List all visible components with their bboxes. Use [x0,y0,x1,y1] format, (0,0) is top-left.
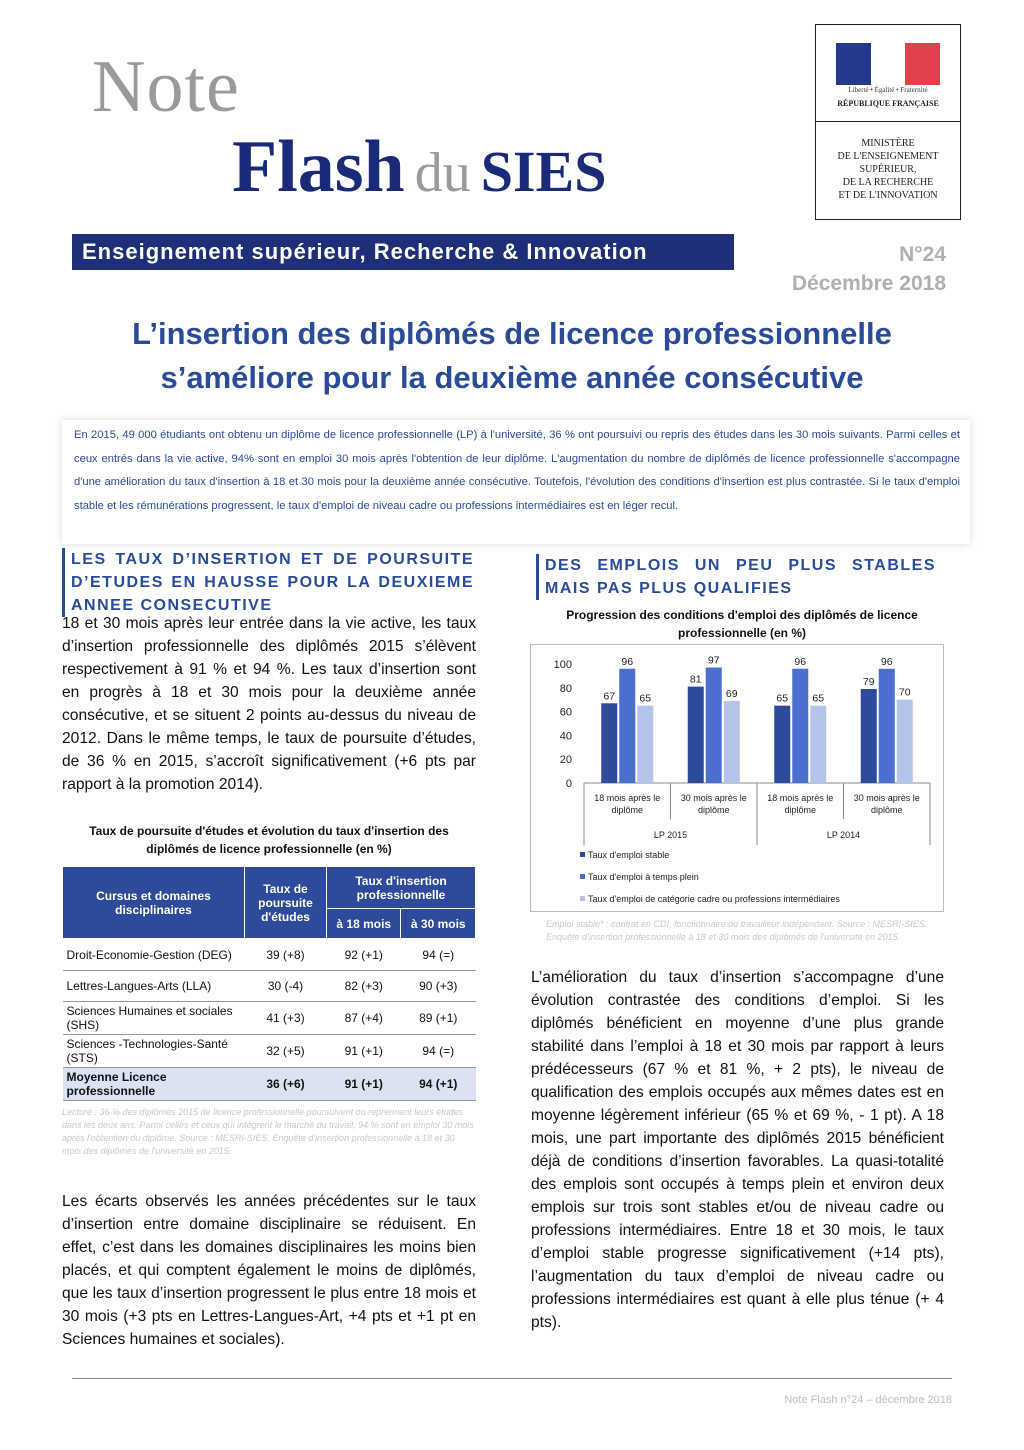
cell-18: 91 (+1) [327,1035,401,1068]
cell-poursuite: 39 (+8) [245,939,327,971]
cell-30: 94 (=) [401,1035,476,1068]
chart-bar [774,706,790,783]
table-row-average [63,1068,476,1101]
x-tick-label: 30 mois après le [853,793,920,803]
bar-value-label: 69 [725,687,738,700]
publication-title [232,126,607,208]
footer: Note Flash n°24 – décembre 2018 [784,1394,952,1406]
title-line-2: s’améliore pour la deuxième année consécutive [160,360,864,395]
french-flag-icon [836,43,940,85]
chart-bar [861,689,877,783]
bar-value-label: 97 [707,654,720,667]
bar-value-label: 79 [862,675,875,688]
legend-label: Taux d'emploi à temps plein [588,872,699,882]
cell-domain: Droit-Economie-Gestion (DEG) [63,939,245,971]
col-header-18: à 18 mois [327,909,401,939]
footer-rule [72,1378,952,1379]
x-tick-label: 18 mois après le [767,793,834,803]
cell-poursuite: 30 (-4) [245,971,327,1002]
cell-30: 94 (=) [401,939,476,971]
chart-bar [637,706,653,783]
republic-motto: Liberté • Égalité • Fraternité [848,86,928,94]
col-header-poursuite: Taux de poursuite d'études [245,867,327,939]
du-word: du [414,142,471,204]
x-tick-label: 18 mois après le [594,793,661,803]
ministry-line: DE L'ENSEIGNEMENT [837,151,939,162]
ministry-logo [815,24,961,220]
group-label: LP 2014 [826,830,861,840]
cell-domain: Lettres-Langues-Arts (LLA) [63,971,245,1002]
ministry-line: MINISTÈRE [861,138,915,149]
left-paragraph-1: 18 et 30 mois après leur entrée dans la vie active, les taux d’insertion professionnelle des diplômés 2015 s’élèvent respectivement à 91 % et 94 %. Les taux d’insertion sont en progrès à 18 et 30 mois pour la deuxième année consécutive, et se situent 2 points au-dessus du niveau de 2012. Dans le même temps, le taux de poursuite d’études, de 36 % en 2015, s’accroît significativement (+6 pts par rapport à la promotion 2014). [62,615,476,793]
chart-title: Progression des conditions d'emploi des diplômés de licence professionnelle (en %) [566,608,918,640]
bar-value-label: 65 [639,692,652,705]
bar-value-label: 70 [898,686,911,699]
y-tick-label: 100 [553,659,572,671]
cell-18: 92 (+1) [327,939,401,971]
col-header-30: à 30 mois [401,909,476,939]
ministry-line: ET DE L'INNOVATION [838,190,938,201]
section-banner: Enseignement supérieur, Recherche & Innovation [72,234,734,270]
x-tick-label: diplôme [611,805,644,815]
flash-word: Flash [232,126,405,208]
chart-bar [619,669,635,783]
legend-label: Taux d'emploi de catégorie cadre ou professions intermédiaires [588,894,840,904]
table-note: Lecture : 36 % des diplômés 2015 de licence professionnelle poursuivent ou reprennent leurs études dans les deux ans. Parmi celles et ceux qui intègrent le marché du travail, 94 % sont en emploi 30 mois après l'obtention du diplôme. Source : MESRI-SIES. Enquête d'insertion professionnelle à 18 et 30 mois des diplômés de l'université en 2015. [62,1107,474,1156]
y-tick-label: 0 [565,778,572,790]
table-row [63,971,476,1002]
left-paragraph-2: Les écarts observés les années précédentes sur le taux d’insertion entre domaine disciplinaire se réduisent. En effet, c’est dans les domaines disciplinaires les moins bien placés, et qui comptent également le moins de diplômés, que les taux d’insertion progressent le plus entre 18 mois et 30 mois (+3 pts en Lettres-Langues-Art, +4 pts et +1 pt en Sciences humaines et sociales). [62,1193,476,1348]
republic-flag-box [816,25,960,122]
col-header-insertion: Taux d'insertion professionnelle [327,867,476,909]
issue-info [792,240,946,298]
article-title [60,312,964,400]
cell-domain: Sciences Humaines et sociales (SHS) [63,1002,245,1035]
issue-number: N°24 [899,243,946,266]
x-tick-label: diplôme [870,805,903,815]
chart-bar [879,669,895,783]
cell-30: 90 (+3) [401,971,476,1002]
issue-date: Décembre 2018 [791,272,946,295]
y-tick-label: 20 [559,754,572,767]
cell-30: 89 (+1) [401,1002,476,1035]
table-row [63,1035,476,1068]
legend-swatch [580,852,585,857]
legend-label: Taux d'emploi stable [588,850,670,860]
cell-18: 91 (+1) [327,1068,401,1101]
group-label: LP 2015 [653,830,688,840]
table-row [63,1002,476,1035]
cell-18: 87 (+4) [327,1002,401,1035]
cell-domain: Sciences -Technologies-Santé (STS) [63,1035,245,1068]
right-paragraph: L’amélioration du taux d’insertion s’accompagne d’une évolution contrastée des conditions d’emploi. Si les diplômés bénéficient en moyenne d’une plus grande stabilité dans l’emploi à 18 et 30 mois par rapport à leurs prédécesseurs (67 % et 81 %, + 2 pts), le niveau de qualification des emplois occupés aux mêmes dates est en moyenne légèrement inférieur (65 % et 69 %, - 1 pt). A 18 mois, une part importante des diplômés 2015 bénéficient déjà de conditions d’insertion favorables. La quasi-totalité des emplois sont occupés à temps plein et environ deux emplois sur trois sont stables et/ou de niveau cadre ou professions intermédiaires. Entre 18 et 30 mois, le taux d’emploi stable progresse significativement (+14 pts), l’augmentation du taux d’emploi de niveau cadre ou professions intermédiaires est quant à elle plus ténue (+ 4 pts). [531,969,944,1331]
bar-value-label: 96 [621,655,634,668]
sies-word: SIES [480,139,607,204]
summary-box: En 2015, 49 000 étudiants ont obtenu un diplôme de licence professionnelle (LP) à l'université, 36 % ont poursuivi ou repris des études dans les 30 mois suivants. Parmi celles et ceux entrés dans la vie active, 94% sont en emploi 30 mois après l'obtention de leur diplôme. L'augmentation du nombre de diplômés de licence professionnelle s'accompagne d'une amélioration du taux d'insertion à 18 et 30 mois pour la deuxième année consécutive. Toutefois, l'évolution des conditions d'insertion est plus contrastée. Si le taux d'emploi stable et les rémunérations progressent, le taux d'emploi de niveau cadre ou professions intermédiaires est en léger recul. [62,420,970,544]
chart-bar [601,703,617,783]
chart-bar [724,701,740,783]
ministry-name [822,137,954,202]
republic-name: RÉPUBLIQUE FRANÇAISE [837,99,939,108]
employment-conditions-chart [530,644,944,912]
y-tick-label: 60 [559,706,572,719]
bar-value-label: 65 [812,692,825,705]
title-line-1: L’insertion des diplômés de licence professionnelle [132,316,892,351]
chart-bar [688,687,704,783]
chart-note: Emploi stable* : contrat en CDI, fonctionnaire ou travailleur indépendant. Source : MESRI-SIES. Enquête d'insertion professionnelle à 18 et 30 mois des diplômés de l'université en 2015. [546,919,928,942]
note-word: Note [92,46,240,128]
bar-value-label: 96 [794,655,807,668]
legend-swatch [580,896,585,901]
chart-bar [706,668,722,783]
legend-swatch [580,874,585,879]
chart-bar [897,700,913,783]
col-header-domain: Cursus et domaines disciplinaires [63,867,245,939]
insertion-table [62,866,476,1101]
cell-18: 82 (+3) [327,971,401,1002]
cell-poursuite: 41 (+3) [245,1002,327,1035]
x-tick-label: 30 mois après le [680,793,747,803]
x-tick-label: diplôme [697,805,730,815]
ministry-line: SUPÉRIEUR, [859,164,917,175]
ministry-line: DE LA RECHERCHE [842,177,934,188]
x-tick-label: diplôme [784,805,817,815]
chart-bar [792,669,808,783]
chart-bar [810,706,826,783]
bar-value-label: 65 [776,692,789,705]
cell-domain: Moyenne Licence professionnelle [63,1068,245,1101]
table-row [63,939,476,971]
y-tick-label: 80 [559,682,572,695]
cell-poursuite: 32 (+5) [245,1035,327,1068]
bar-value-label: 81 [689,673,702,686]
bar-value-label: 96 [880,655,893,668]
cell-poursuite: 36 (+6) [245,1068,327,1101]
y-tick-label: 40 [559,730,572,743]
left-section-heading: LES TAUX D’INSERTION ET DE POURSUITE D’ETUDES EN HAUSSE POUR LA DEUXIEME ANNEE CONSECUTIVE [62,548,474,617]
table-title: Taux de poursuite d'études et évolution du taux d'insertion des diplômés de licence professionnelle (en %) [89,824,449,856]
bar-value-label: 67 [603,690,616,703]
cell-30: 94 (+1) [401,1068,476,1101]
right-section-heading: DES EMPLOIS UN PEU PLUS STABLES MAIS PAS PLUS QUALIFIES [536,554,936,600]
